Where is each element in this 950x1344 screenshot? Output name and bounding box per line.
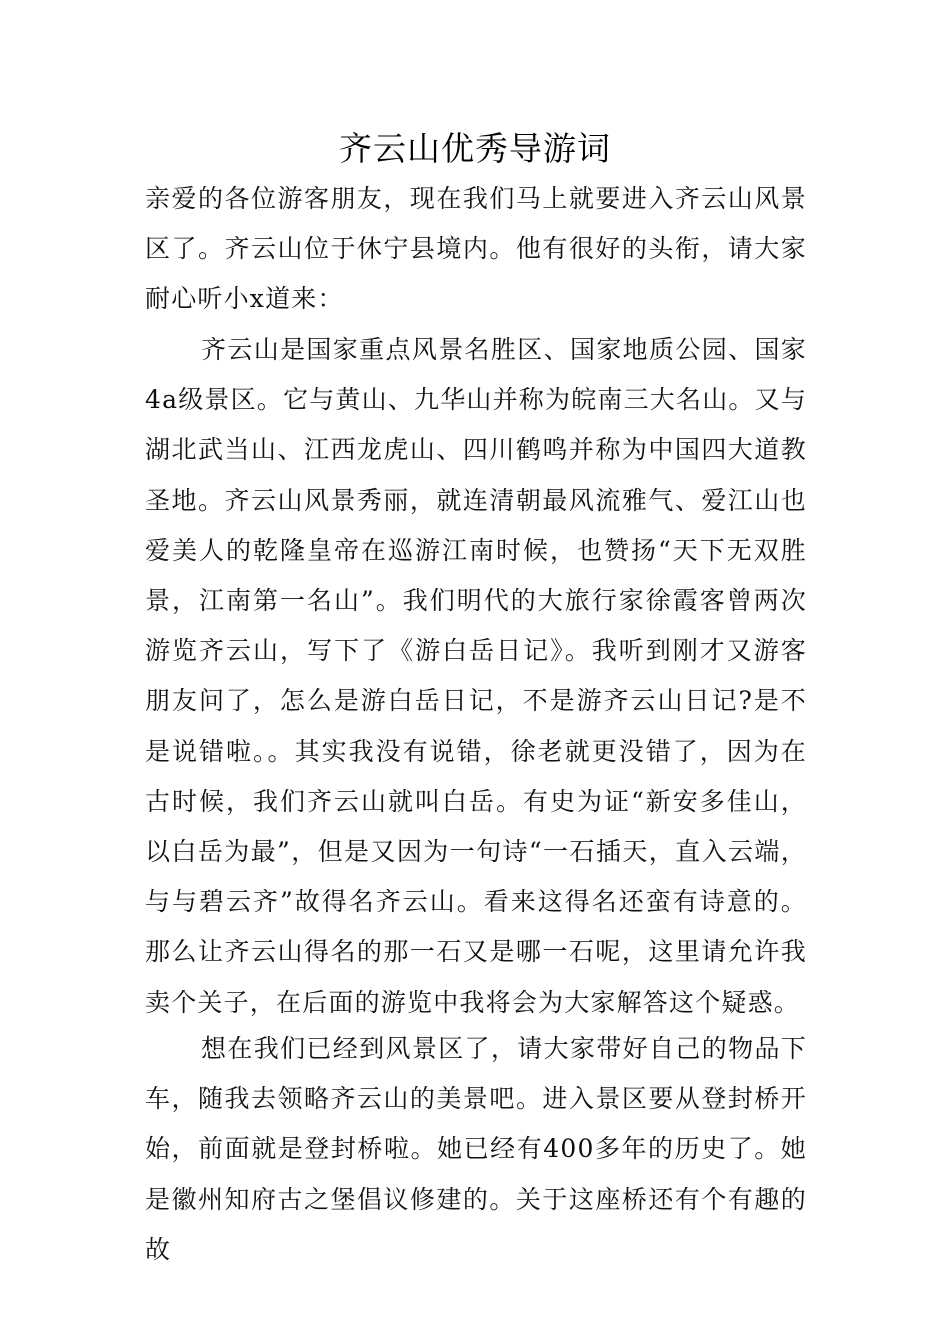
document-title: 齐云山优秀导游词 [339, 129, 611, 168]
paragraph-history: 齐云山是国家重点风景名胜区、国家地质公园、国家4a级景区。它与黄山、九华山并称为皖南三大名山。又与湖北武当山、江西龙虎山、四川鹤鸣并称为中国四大道教圣地。齐云山风景秀丽，就连清朝最风流雅气、爱江山也爱美人的乾隆皇帝在巡游江南时候，也赞扬“天下无双胜景，江南第一名山”。我们明代的大旅行家徐霞客曾两次游览齐云山，写下了《游白岳日记》。我听到刚才又游客朋友问了，怎么是游白岳日记，不是游齐云山日记?是不是说错啦。。其实我没有说错，徐老就更没错了，因为在古时候，我们齐云山就叫白岳。有史为证“新安多佳山，以白岳为最”，但是又因为一句诗“一石插天，直入云端，与与碧云齐”故得名齐云山。看来这得名还蛮有诗意的。那么让齐云山得名的那一石又是哪一石呢，这里请允许我卖个关子，在后面的游览中我将会为大家解答这个疑惑。 [145, 335, 808, 1017]
paragraph-bridge: 想在我们已经到风景区了，请大家带好自己的物品下车，随我去领略齐云山的美景吧。进入景区要从登封桥开始，前面就是登封桥啦。她已经有400多年的历史了。她是徽州知府古之堡倡议修建的。关于这座桥还有个有趣的故 [145, 1034, 807, 1264]
paragraph-intro: 亲爱的各位游客朋友，现在我们马上就要进入齐云山风景区了。齐云山位于休宁县境内。他有很好的头衔，请大家耐心听小x道来： [145, 184, 807, 314]
